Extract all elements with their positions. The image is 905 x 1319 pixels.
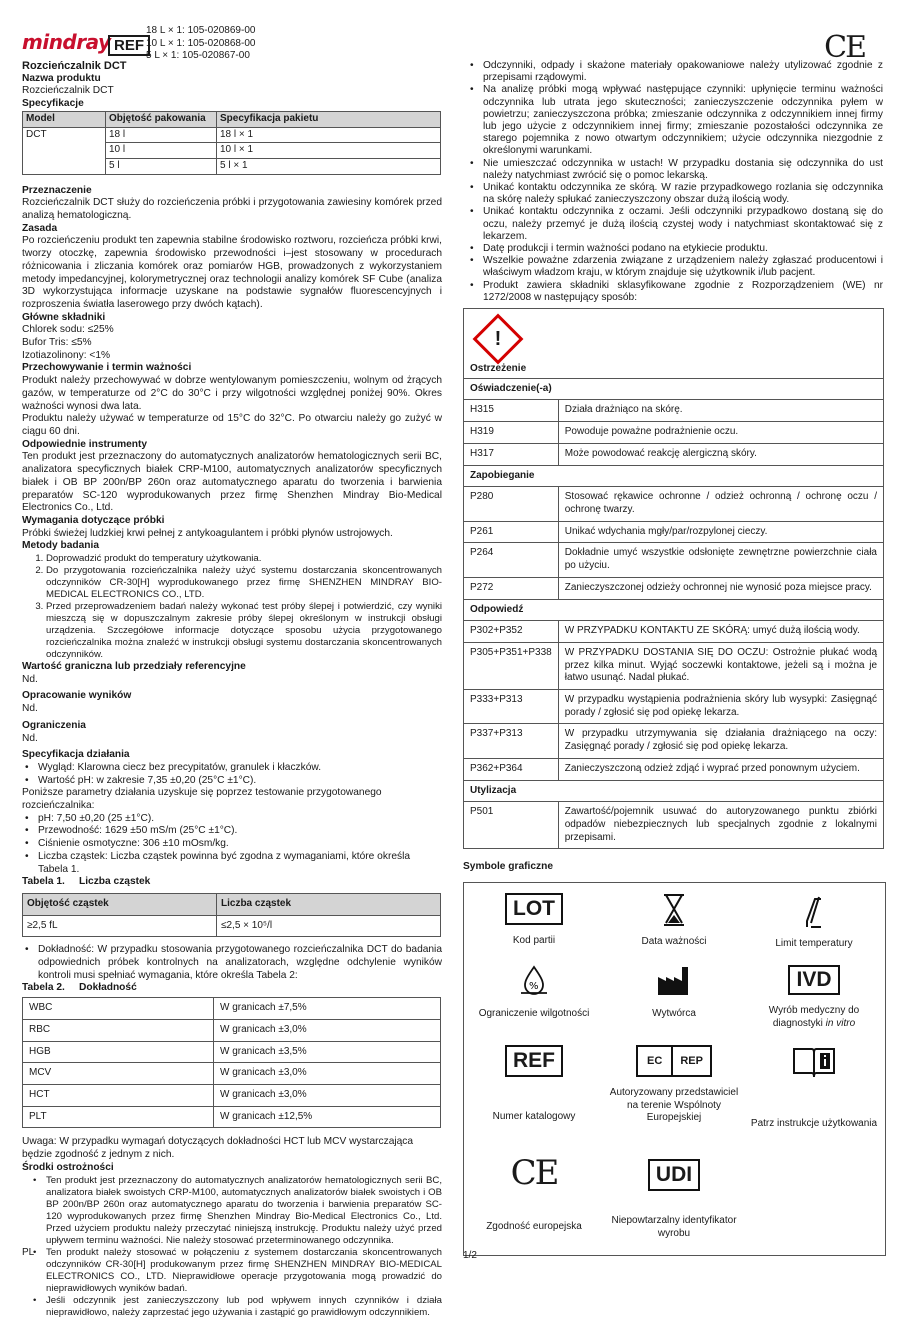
ec-rep-symbol	[604, 1045, 744, 1125]
table-cell: Zanieczyszczoną odzież zdjąć i wyprać przed ponownym użyciem.	[558, 758, 883, 780]
limits-value: Nd.	[22, 732, 38, 744]
table-header: Model	[23, 111, 106, 127]
instruments-text: Ten produkt jest przeznaczony do automatycznych analizatorów hematologicznych serii BC, analizatora specyficznych białek CRP-M100, automatycznych analizatorów specyficznych białek i OB BP 200n/BP 260n oraz automatycznego aparatu do tworzenia i barwienia preparatów SC-120 wyprodukowanych przez firmę Shenzhen Mindray Bio-Medical Electronics Co., Ltd.	[22, 451, 442, 514]
table-cell: W granicach ±3,0%	[214, 1063, 441, 1085]
symbol-label: Niepowtarzalny identyfikator wyrobu	[611, 1215, 737, 1239]
statements-heading: Oświadczenie(-a)	[464, 378, 884, 400]
symbols-heading: Symbole graficzne	[463, 861, 554, 873]
table-row	[464, 400, 884, 422]
instruments-heading: Odpowiednie instrumenty	[22, 438, 148, 450]
ce-symbol	[464, 1153, 604, 1234]
list-item: • Ten produkt należy stosować w połączeniu z systemem dostarczania skoncentrowanych odczynników CR-30[H] produkowanym przez firmę SHENZHEN MINDRAY BIO-MEDICAL ELECTRONICS CO., LTD. Nieprawidłowe operacje przygotowania mogą prowadzić do nieprawidłowych wyników badań.	[46, 1247, 442, 1295]
table-cell: Unikać wdychania mgły/par/rozpylonej cieczy.	[558, 521, 883, 543]
table-cell: Powoduje poważne podrażnienie oczu.	[558, 422, 883, 444]
list-item: • Odczynniki, odpady i skażone materiały opakowaniowe należy utylizować zgodnie z przepisami rządowymi.	[483, 60, 883, 84]
ref-number: 10 L × 1: 105-020868-00	[146, 37, 256, 49]
table-cell: 18 l × 1	[217, 127, 441, 143]
storage-heading: Przechowywanie i termin ważności	[22, 362, 192, 374]
table-row	[464, 758, 884, 780]
symbol-label: Kod partii	[512, 935, 556, 947]
table-cell: HGB	[23, 1041, 214, 1063]
table-cell: Zawartość/pojemnik usuwać do autoryzowanego punktu zbiórki odpadów niebezpiecznych lub specjalnych zgodnie z lokalnymi przepisami.	[558, 802, 883, 849]
precautions-continued	[463, 60, 883, 304]
list-item: 3. Przed przeprowadzeniem badań należy wykonać test próby ślepej i potwierdzić, czy wyniki mieszczą się w dopuszczalnym zakresie próby ślepej określonym w instrukcji obsługi urządzenia. Szczegółowe informacje dotyczące sposobu użycia przygotowanego rozcieńczalnika można znaleźć w instrukcji obsługi systemu dostarczania skoncentrowanych odczynników.	[46, 601, 442, 661]
table-cell: PLT	[23, 1106, 214, 1128]
table-row	[23, 1041, 441, 1063]
ce-icon: CE	[510, 1153, 558, 1194]
table-cell: W granicach ±3,0%	[214, 1085, 441, 1107]
thermometer-icon	[799, 893, 829, 929]
ivd-icon: IVD	[788, 965, 839, 995]
table-cell: W PRZYPADKU DOSTANIA SIĘ DO OCZU: Ostrożnie płukać wodą przez kilka minut. Wyjąć soczewki kontaktowe, jeżeli są i można je łatwo usunąć. Nadal płukać.	[558, 642, 883, 689]
table-cell: 5 l	[106, 158, 217, 174]
table-cell: W przypadku utrzymywania się działania drażniącego na oczy: Zasięgnąć porady / zgłosić się pod opiekę lekarza.	[558, 724, 883, 758]
accuracy-table	[22, 997, 441, 1128]
performance-list	[22, 762, 442, 787]
list-item: 1. Doprowadzić produkt do temperatury użytkowania.	[46, 553, 442, 565]
symbol-label-italic: in vitro	[825, 1017, 856, 1029]
udi-symbol	[604, 1159, 744, 1240]
list-item: • Jeśli odczynnik jest zanieczyszczony lub pod wpływem innych czynników i działa nieprawidłowo, należy zaprzestać jego używania i zastąpić go prawidłowym odczynnikiem.	[46, 1295, 442, 1319]
precautions-list	[22, 1175, 442, 1319]
list-item: • Ciśnienie osmotyczne: 306 ±10 mOsm/kg.	[38, 838, 442, 851]
symbol-label-text: Wyrób medyczny do diagnostyki	[768, 1005, 860, 1029]
table-cell: P272	[464, 577, 559, 599]
factory-icon	[656, 963, 692, 997]
table-cell: Działa drażniąco na skórę.	[558, 400, 883, 422]
table-row	[23, 1019, 441, 1041]
expiry-symbol	[604, 893, 744, 948]
product-name-heading: Nazwa produktu	[22, 72, 101, 84]
hazard-warning: Ostrzeżenie	[470, 363, 527, 375]
list-item: • Ten produkt jest przeznaczony do automatycznych analizatorów hematologicznych serii BC, analizatora białek swoistych CRP-M100, automatycznych analizatorów białek swoistych i OB BP 200n/BP 260n oraz automatycznego aparatu do tworzenia i barwienia preparatów SC-120 wyprodukowanych przez firmę Shenzhen Mindray Bio-Medical Electronics Co., Ltd. Przed użyciem produktu należy przeczytać niniejszą instrukcję. Produktu należy użyć przed upływem terminu ważności. Nie należy stosować przeterminowanego odczynnika.	[46, 1175, 442, 1247]
hazard-table	[463, 308, 884, 849]
humidity-symbol	[464, 963, 604, 1020]
document-title: Rozcieńczalnik DCT	[22, 60, 127, 72]
list-item: • Nie umieszczać odczynnika w ustach! W przypadku dostania się odczynnika do ust należy natychmiast zwrócić się o pomoc lekarską.	[483, 158, 883, 182]
instructions-book-icon	[792, 1045, 836, 1079]
limits-heading: Ograniczenia	[22, 719, 86, 731]
table-cell: ≤2,5 × 10⁵/l	[217, 915, 441, 937]
table-row	[23, 915, 441, 937]
ifu-symbol	[744, 1045, 884, 1130]
results-value: Nd.	[22, 703, 38, 715]
sample-heading: Wymagania dotyczące próbki	[22, 514, 165, 526]
storage-text: Produktu należy używać w temperaturze od 15°C do 32°C. Po otwarciu należy go zużyć w ciągu 60 dni.	[22, 413, 442, 437]
table-row	[23, 998, 441, 1020]
table-cell: W granicach ±12,5%	[214, 1106, 441, 1128]
table-cell: P280	[464, 487, 559, 521]
table-cell: Dokładnie umyć wszystkie odsłonięte zewnętrzne powierzchnie ciała po użyciu.	[558, 543, 883, 577]
table-cell: P337+P313	[464, 724, 559, 758]
ref-catalog-symbol	[464, 1045, 604, 1124]
exclamation-hazard-icon: !	[473, 314, 524, 365]
table-cell: P362+P364	[464, 758, 559, 780]
udi-icon: UDI	[648, 1159, 700, 1191]
table-row	[464, 487, 884, 521]
table-cell: RBC	[23, 1019, 214, 1041]
list-item: • Datę produkcji i termin ważności podano na etykiecie produktu.	[483, 243, 883, 255]
performance-intro: Poniższe parametry działania uzyskuje się poprzez testowanie przygotowanego rozcieńczalnika:	[22, 787, 382, 812]
symbol-label: Zgodność europejska	[486, 1221, 582, 1233]
table-cell: MCV	[23, 1063, 214, 1085]
table-cell: W granicach ±3,0%	[214, 1019, 441, 1041]
ingredient: Chlorek sodu: ≤25%	[22, 324, 114, 336]
list-item: 2. Do przygotowania rozcieńczalnika należy użyć systemu dostarczania skoncentrowanych odczynników CR-30[H] wyprodukowanego przez firmę SHENZHEN MINDRAY BIO-MEDICAL ELECTRONICS CO., LTD.	[46, 565, 442, 601]
spec-heading: Specyfikacje	[22, 98, 84, 110]
table-row	[464, 543, 884, 577]
prevention-heading: Zapobieganie	[464, 465, 884, 487]
table-cell: ≥2,5 fL	[23, 915, 217, 937]
table-row	[464, 443, 884, 465]
product-name: Rozcieńczalnik DCT	[22, 85, 114, 97]
list-item: • Przewodność: 1629 ±50 mS/m (25°C ±1°C).	[38, 825, 442, 838]
table-cell: HCT	[23, 1085, 214, 1107]
disposal-heading: Utylizacja	[464, 780, 884, 802]
ref-numbers	[146, 25, 255, 63]
performance-heading: Specyfikacja działania	[22, 749, 130, 761]
table-row	[23, 1106, 441, 1128]
table-row	[23, 1085, 441, 1107]
table-row	[464, 521, 884, 543]
storage-text: Produkt należy przechowywać w dobrze wentylowanym pomieszczeniu, wolnym od żrących gazów, w temperaturze od 2°C do 30°C i przy wilgotności względnej poniżej 90%. Okres ważności wynosi dwa lata.	[22, 375, 442, 412]
list-item: • Unikać kontaktu odczynnika z oczami. Jeśli odczynniki przypadkowo dostaną się do oczu, należy przemyć je dużą ilością czystej wody i natychmiast skontaktować się z lekarzem.	[483, 206, 883, 243]
ref-symbol: REF	[108, 35, 150, 56]
ec-rep-icon	[636, 1045, 712, 1077]
ingredients-heading: Główne składniki	[22, 311, 106, 323]
table-row	[464, 621, 884, 643]
hourglass-icon	[662, 893, 686, 927]
table-header: Objętość pakowania	[106, 111, 217, 127]
table-cell: P305+P351+P338	[464, 642, 559, 689]
accuracy-text: • Dokładność: W przypadku stosowania przygotowanego rozcieńczalnika DCT do badania odpowiednich próbek kontrolnych na analizatorach, względne odchylenie wyników kontroli musi spełniać wymagania, które określa Tabela 2:	[38, 944, 442, 982]
table-cell: 5 l × 1	[217, 158, 441, 174]
table1-caption: Tabela 1. Liczba cząstek	[22, 876, 151, 888]
table-row	[464, 690, 884, 724]
results-heading: Opracowanie wyników	[22, 690, 132, 702]
symbol-label: Wytwórca	[652, 1007, 696, 1019]
table-cell: 18 l	[106, 127, 217, 143]
accuracy-list	[22, 944, 442, 982]
table-cell: W granicach ±7,5%	[214, 998, 441, 1020]
ref-icon: REF	[505, 1045, 563, 1077]
svg-text:%: %	[529, 981, 539, 993]
temperature-symbol	[744, 893, 884, 950]
table-cell: 10 l × 1	[217, 143, 441, 159]
symbol-label: Patrz instrukcje użytkowania	[750, 1117, 878, 1129]
humidity-icon	[517, 963, 551, 997]
ref-number: 5 L × 1: 105-020867-00	[146, 50, 250, 61]
table-cell: P261	[464, 521, 559, 543]
list-item: • Produkt zawiera składniki sklasyfikowane zgodnie z Rozporządzeniem (WE) nr 1272/2008 w następujący sposób:	[483, 280, 883, 304]
list-item: • pH: 7,50 ±0,20 (25 ±1°C).	[38, 813, 442, 826]
symbol-label: Ograniczenie wilgotności	[478, 1007, 590, 1019]
table-cell: P501	[464, 802, 559, 849]
symbol-label: Autoryzowany przedstawiciel na terenie Wspólnoty Europejskiej	[609, 1087, 739, 1124]
table-cell: DCT	[23, 127, 106, 174]
list-item: • Wygląd: Klarowna ciecz bez precypitatów, granulek i kłaczków.	[38, 762, 442, 775]
table-cell: W granicach ±3,5%	[214, 1041, 441, 1063]
lot-symbol	[464, 893, 604, 948]
right-column	[463, 60, 883, 1256]
symbol-label: Numer katalogowy	[492, 1111, 576, 1123]
ref-number: 18 L × 1: 105-020869-00	[146, 25, 256, 36]
methods-heading: Metody badania	[22, 540, 99, 552]
table-header: Objętość cząstek	[23, 893, 217, 915]
symbol-label: Limit temperatury	[775, 937, 853, 949]
table-cell: P333+P313	[464, 690, 559, 724]
table-row	[464, 577, 884, 599]
symbol-label: Data ważności	[641, 935, 707, 947]
table-cell: P264	[464, 543, 559, 577]
list-item: • Unikać kontaktu odczynnika ze skórą. W razie przypadkowego rozlania się odczynnika na skórę należy spłukać zanieczyszczony obszar dużą ilością wody.	[483, 182, 883, 206]
table-cell: Zanieczyszczonej odzieży ochronnej nie wynosić poza miejsce pracy.	[558, 577, 883, 599]
page-number: 1/2	[463, 1250, 477, 1261]
purpose-text: Rozcieńczalnik DCT służy do rozcieńczenia próbki i przygotowania zawiesiny komórek przed analizą hematologiczną.	[22, 197, 442, 222]
table-cell: W przypadku wystąpienia podrażnienia skóry lub wysypki: Zasięgnąć porady / zgłosić się pod opiekę lekarza.	[558, 690, 883, 724]
table-cell: H319	[464, 422, 559, 444]
table-cell: H317	[464, 443, 559, 465]
ivd-symbol	[744, 963, 884, 1030]
table-row	[464, 642, 884, 689]
table2-caption: Tabela 2. Dokładność	[22, 982, 137, 994]
symbols-grid	[463, 882, 886, 1256]
particle-table	[22, 893, 441, 937]
ingredient: Bufor Tris: ≤5%	[22, 337, 92, 349]
sample-text: Próbki świeżej ludzkiej krwi pełnej z antykoagulantem i próbki płynów ustrojowych.	[22, 527, 393, 539]
table-cell: H315	[464, 400, 559, 422]
table-header: Specyfikacja pakietu	[217, 111, 441, 127]
methods-list	[22, 553, 442, 661]
manufacturer-symbol	[604, 963, 744, 1020]
table-row	[464, 802, 884, 849]
table-row	[464, 724, 884, 758]
list-item: • Wartość pH: w zakresie 7,35 ±0,20 (25°C ±1°C).	[38, 775, 442, 788]
spec-table	[22, 111, 441, 175]
table-row	[464, 422, 884, 444]
performance-list	[22, 813, 442, 877]
table-row	[23, 1063, 441, 1085]
table-cell: P302+P352	[464, 621, 559, 643]
ingredient: Izotiazolinony: <1%	[22, 349, 111, 361]
rep-text: REP	[680, 1055, 703, 1068]
ref-interval-heading: Wartość graniczna lub przedziały referencyjne	[22, 661, 246, 673]
response-heading: Odpowiedź	[464, 599, 884, 621]
ec-text: EC	[638, 1047, 673, 1075]
principle-heading: Zasada	[22, 222, 58, 234]
table-cell: Stosować rękawice ochronne / odzież ochronną / ochronę oczu / ochronę twarzy.	[558, 487, 883, 521]
purpose-heading: Przeznaczenie	[22, 184, 92, 196]
ce-mark: CE	[824, 30, 865, 65]
left-column	[22, 60, 442, 1319]
symbol-label	[744, 1005, 884, 1030]
list-item: • Liczba cząstek: Liczba cząstek powinna być zgodna z wymaganiami, które określa Tabela 1.	[38, 851, 442, 876]
list-item: • Na analizę próbki mogą wpływać następujące czynniki: upłynięcie terminu ważności odczynnika lub utrata jego skuteczności; zanieczyszczenie odczynnika pyłem w powietrzu; zanieczyszczona próbka; zmieszanie odczynnika z odczynnikiem innej firmy lub jego użycie z odczynnikiem innej firmy; zmieszanie pozostałości odczynnika ze starego pojemnika z nowo otwartym odczynnikiem; użycie odczynnika niezgodnie z określonymi warunkami.	[483, 84, 883, 157]
lot-icon: LOT	[505, 893, 563, 925]
precautions-heading: Środki ostrożności	[22, 1161, 114, 1173]
mindray-logo: mindray	[22, 30, 111, 54]
ref-interval-value: Nd.	[22, 673, 38, 685]
table-cell: WBC	[23, 998, 214, 1020]
table-cell: Może powodować reakcję alergiczną skóry.	[558, 443, 883, 465]
language-code: PL	[22, 1247, 35, 1258]
principle-text: Po rozcieńczeniu produkt ten zapewnia stabilne środowisko roztworu, rozcieńcza próbki krwi, tworzy otoczkę, zapewnia środowisko przewodności i–jest stosowany w procedurach różnicowania i zliczania komórek oraz pomiarów HGB, prowadzonych z wykorzystaniem metody impedancyjnej, kolorymetrycznej oraz technologii analizy komórek SF Cube (analiza 3D wykorzystująca informacje uzyskane na podstawie sygnałów fluorescencyjnych i rozproszenia światła laserowego przy dwóch kątach).	[22, 235, 442, 310]
list-item: • Wszelkie poważne zdarzenia związane z urządzeniem należy zgłaszać producentowi i właściwym władzom kraju, w którym znajduje się użytkownik i/lub pacjent.	[483, 255, 883, 279]
table-cell: 10 l	[106, 143, 217, 159]
table-header: Liczba cząstek	[217, 893, 441, 915]
table-cell: W PRZYPADKU KONTAKTU ZE SKÓRĄ: umyć dużą ilością wody.	[558, 621, 883, 643]
table-row	[23, 127, 441, 143]
note-text: Uwaga: W przypadku wymagań dotyczących dokładności HCT lub MCV wystarczająca będzie zgodność z jednym z nich.	[22, 1136, 414, 1161]
